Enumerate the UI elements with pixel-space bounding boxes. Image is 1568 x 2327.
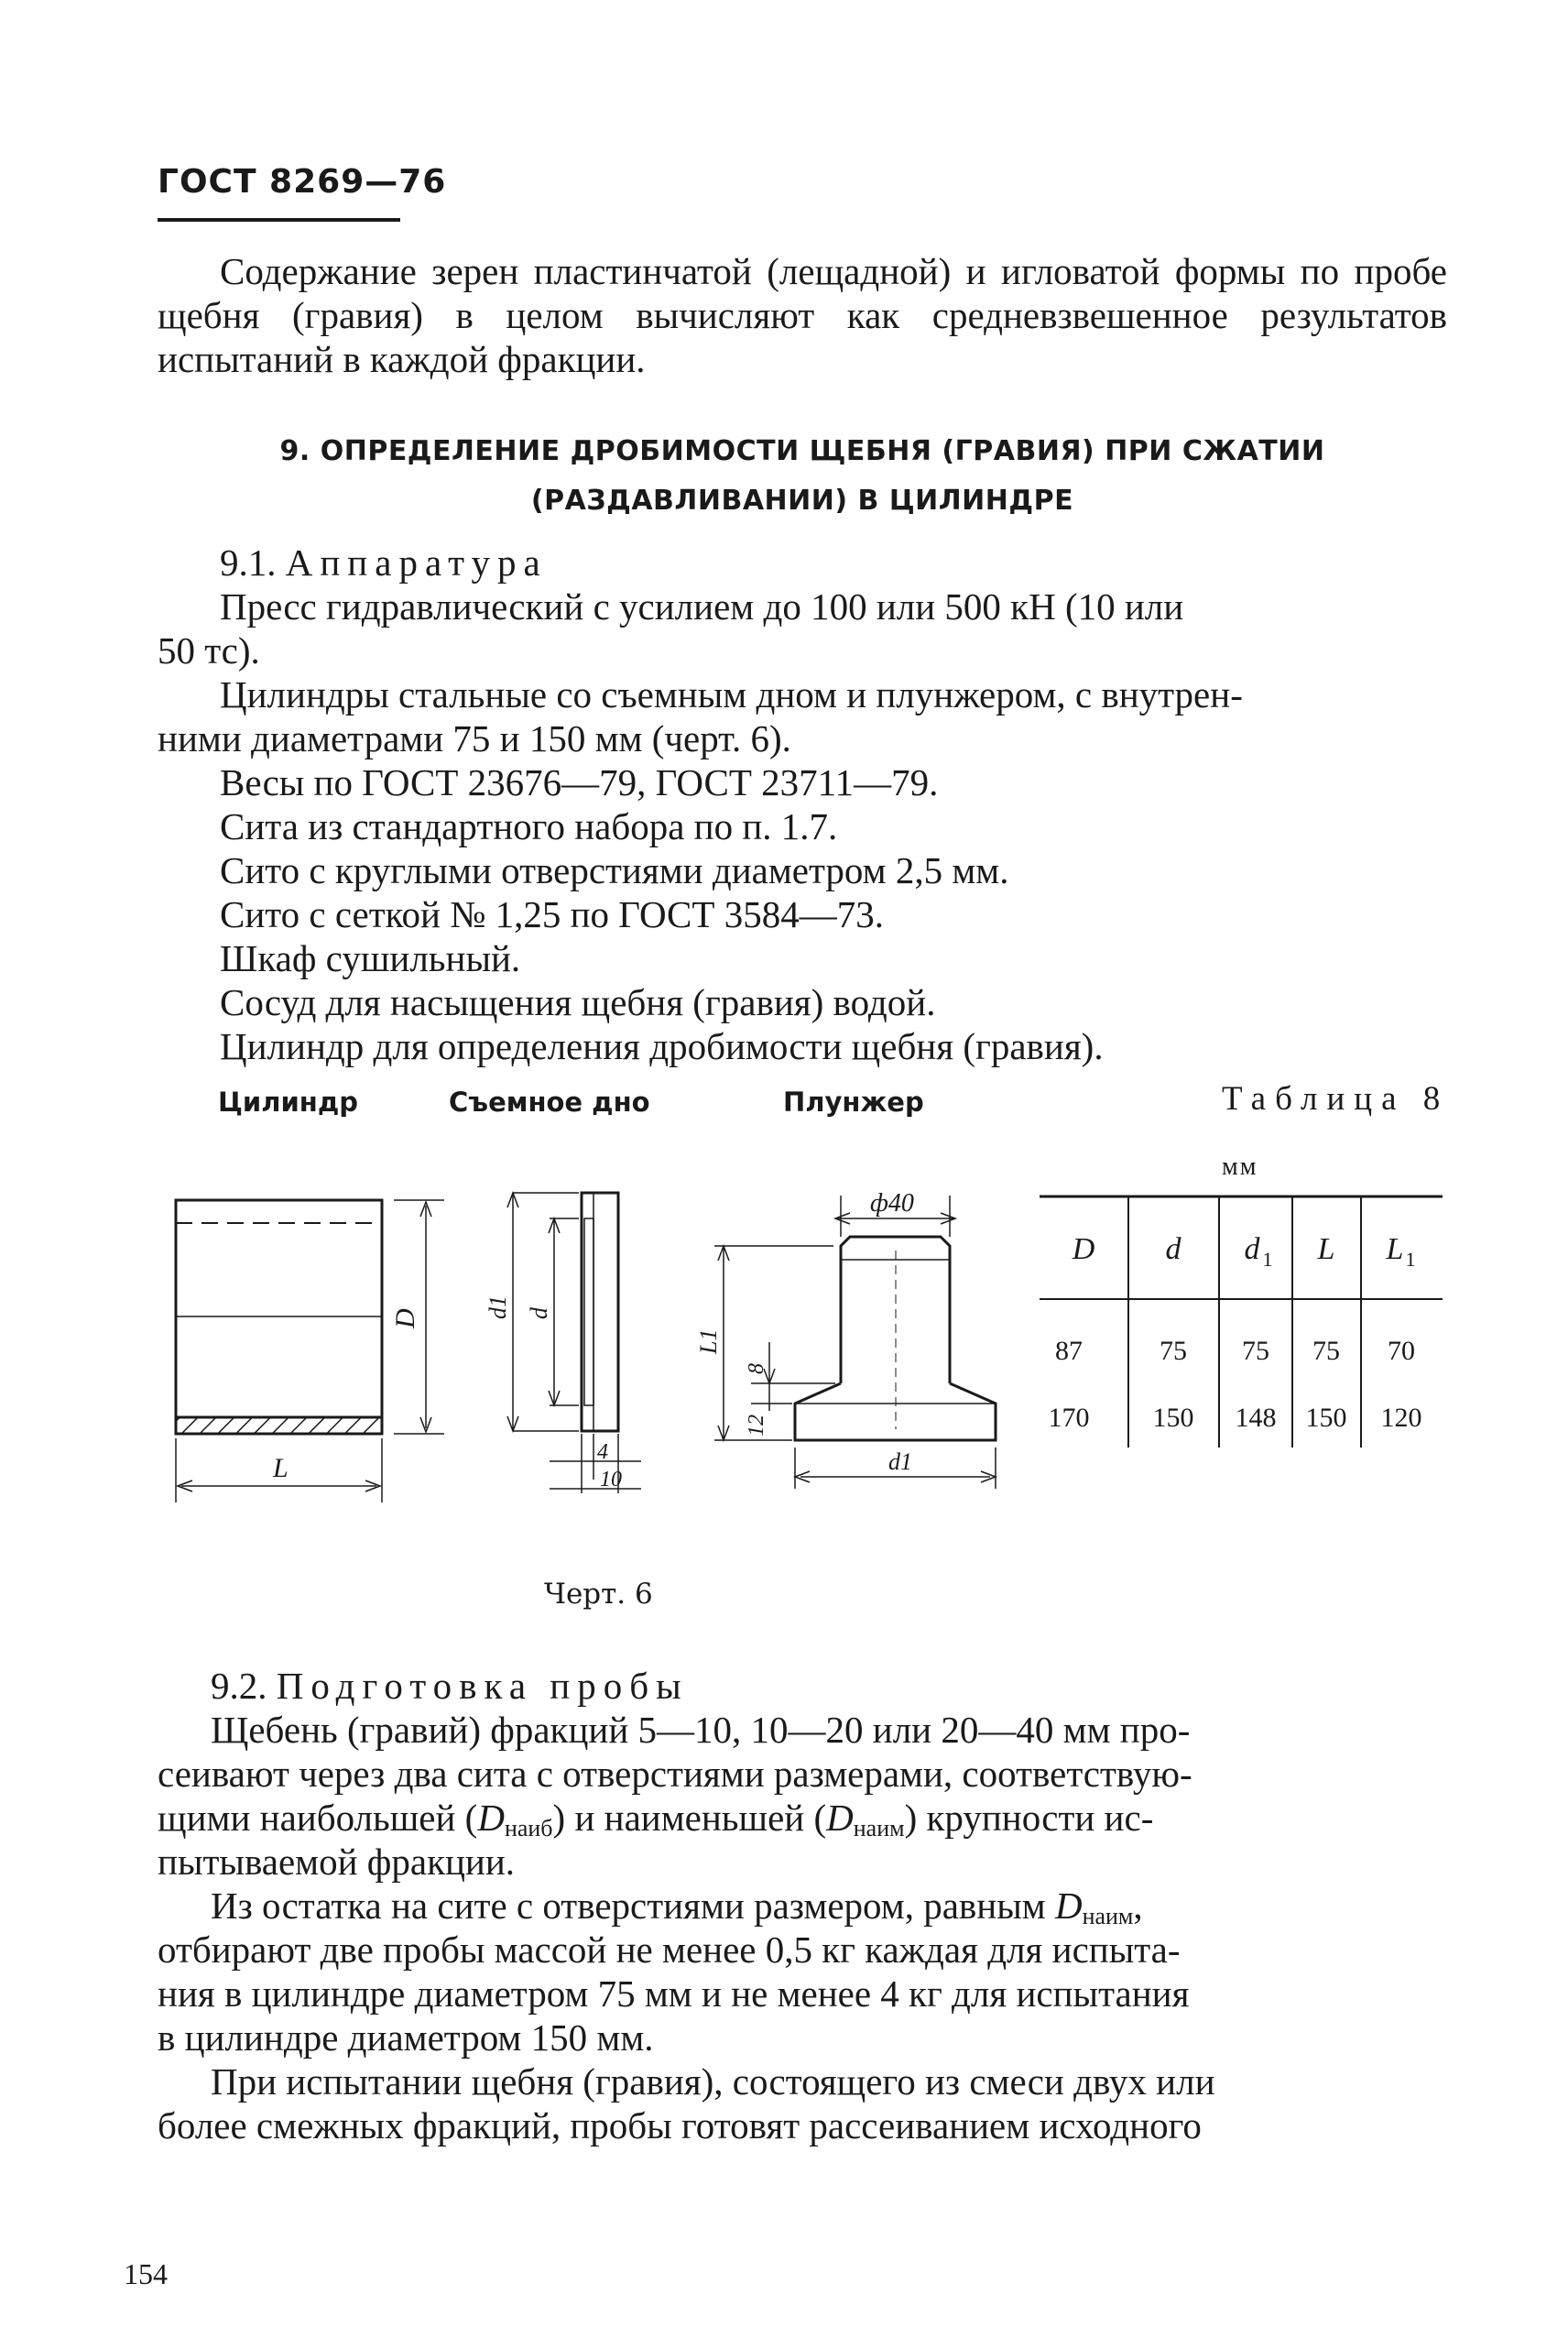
table-8: [1040, 1191, 1443, 1466]
press-line-1: Пресс гидравлический с усилием до 100 или 500 кН (10 или: [220, 585, 1184, 628]
section-9-title-line2: (РАЗДАВЛИВАНИИ) В ЦИЛИНДРЕ: [530, 485, 1074, 517]
table-cell: 150: [1305, 1403, 1347, 1433]
s9-2-heading-number: 9.2.: [211, 1665, 267, 1707]
document-code: ГОСТ 8269—76: [158, 163, 447, 201]
table-cell: 120: [1380, 1403, 1422, 1433]
s9-2-p2-line3: ния в цилиндре диаметром 75 мм и не менее 4 кг для испытания: [158, 1972, 1190, 2015]
section-9-title-line1: 9. ОПРЕДЕЛЕНИЕ ДРОБИМОСТИ ЩЕБНЯ (ГРАВИЯ) ПРИ СЖАТИИ: [279, 435, 1325, 467]
cylinder-line-2: ними диаметрами 75 и 150 мм (черт. 6).: [158, 717, 791, 759]
s9-2-p1-line2: сеивают через два сита с отверстиями размерами, соответствую-: [158, 1753, 1192, 1795]
dim-D: D: [390, 1308, 420, 1328]
list-item: Сито с круглыми отверстиями диаметром 2,5 мм.: [220, 849, 1009, 891]
dim-4: 4: [597, 1440, 608, 1464]
table-cell: 170: [1048, 1403, 1090, 1433]
dim-12: 12: [745, 1415, 768, 1437]
list-item: Сосуд для насыщения щебня (гравия) водой.: [220, 981, 936, 1023]
list-item: Шкаф сушильный.: [220, 937, 521, 979]
figure-label-removable-bottom: Съемное дно: [449, 1087, 650, 1118]
text-segment: Из остатка на сите с отверстиями размером, равным: [211, 1885, 1055, 1927]
table-cell: 75: [1242, 1336, 1269, 1366]
table-cell: 87: [1055, 1336, 1083, 1366]
list-item: Цилиндр для определения дробимости щебня (гравия).: [220, 1025, 1104, 1067]
s9-2-p1-line4: пытываемой фракции.: [158, 1841, 516, 1883]
table-cell: 150: [1152, 1403, 1194, 1433]
table-header-subscript: 1: [1262, 1248, 1273, 1271]
symbol-D: D: [1054, 1885, 1083, 1927]
list-item: Весы по ГОСТ 23676—79, ГОСТ 23711—79.: [220, 761, 939, 803]
dim-10: 10: [600, 1468, 622, 1491]
subscript-max: наиб: [504, 1815, 553, 1841]
press-line-2: 50 тс).: [158, 629, 260, 672]
table-header: L: [1317, 1232, 1335, 1266]
dim-L1: L1: [695, 1328, 722, 1354]
table-header: L: [1386, 1232, 1404, 1266]
dim-phi40: ф40: [870, 1189, 914, 1218]
list-item: Сито с сеткой № 1,25 по ГОСТ 3584—73.: [220, 893, 884, 935]
s9-2-heading: [211, 1664, 689, 1708]
dim-L: L: [273, 1453, 289, 1483]
cylinder-drawing: [176, 1200, 444, 1502]
s9-2-p3-line1: При испытании щебня (гравия), состоящего из смеси двух или: [211, 2060, 1215, 2103]
s9-2-p3-line2: более смежных фракций, пробы готовят рассеиванием исходного: [158, 2104, 1202, 2147]
dim-d1-plunger: d1: [888, 1448, 912, 1475]
table-cell: 75: [1160, 1336, 1187, 1366]
dim-d1-bottom: d1: [485, 1295, 511, 1319]
table-header: d: [1244, 1232, 1260, 1266]
s9-2-heading-text: Подготовка пробы: [276, 1665, 689, 1707]
table-header: D: [1072, 1232, 1095, 1266]
subscript-min: наим: [1082, 1903, 1134, 1929]
intro-paragraph: Содержание зерен пластинчатой (лещадной) и игловатой формы по пробе щебня (гравия) в целом вычисляют как средневзвешенное результатов испытаний в каждой фракции.: [158, 250, 1447, 380]
text-segment: щими наибольшей (: [158, 1797, 478, 1839]
figure-caption: Черт. 6: [544, 1578, 653, 1611]
s9-2-p1-line1: Щебень (гравий) фракций 5—10, 10—20 или 20—40 мм про-: [211, 1709, 1191, 1751]
figure-label-cylinder: Цилиндр: [218, 1087, 359, 1118]
removable-bottom-drawing: [507, 1193, 641, 1493]
plunger-drawing: [714, 1196, 996, 1489]
s9-2-p2-line2: отбирают две пробы массой не менее 0,5 кг каждая для испыта-: [158, 1928, 1181, 1971]
list-item: Сита из стандартного набора по п. 1.7.: [220, 805, 838, 847]
page-number: 154: [124, 2257, 168, 2290]
table-cell: 75: [1312, 1336, 1340, 1366]
table-8-title: Таблица 8: [1222, 1080, 1450, 1118]
s9-1-heading-text: Аппаратура: [285, 541, 548, 584]
figure-label-plunger: Плунжер: [783, 1087, 924, 1118]
dim-d-bottom: d: [526, 1307, 552, 1319]
table-header-subscript: 1: [1405, 1248, 1416, 1271]
subscript-min: наим: [853, 1815, 905, 1841]
cylinder-line-1: Цилиндры стальные со съемным дном и плунжером, с внутрен-: [220, 673, 1243, 716]
text-segment: ,: [1133, 1885, 1143, 1927]
dim-8: 8: [745, 1363, 768, 1374]
symbol-D: D: [826, 1797, 854, 1839]
text-segment: ) и наименьшей (: [552, 1797, 827, 1839]
s9-2-p2-line4: в цилиндре диаметром 150 мм.: [158, 2016, 654, 2059]
symbol-D: D: [477, 1797, 505, 1839]
table-8-units: мм: [1222, 1153, 1258, 1181]
s9-1-heading-number: 9.1.: [220, 541, 277, 584]
table-cell: 70: [1388, 1336, 1415, 1366]
table-header: d: [1165, 1232, 1181, 1266]
text-segment: ) крупности ис-: [904, 1797, 1154, 1839]
table-cell: 148: [1235, 1403, 1277, 1433]
